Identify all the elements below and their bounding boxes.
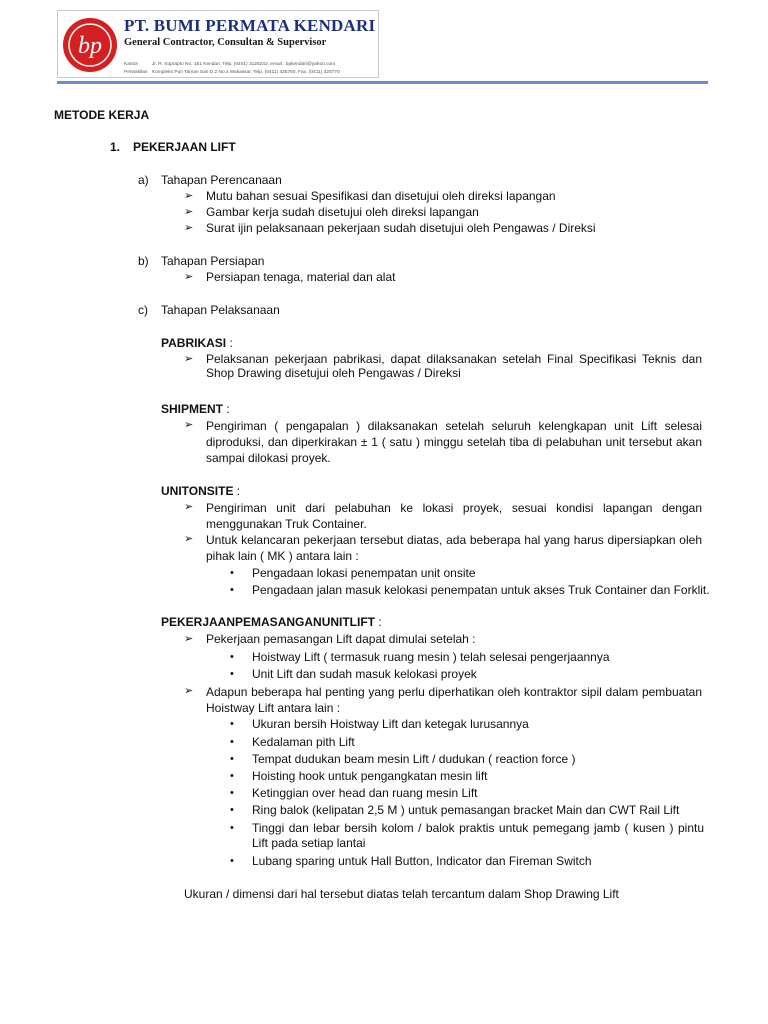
bullet-icon: • [230, 855, 234, 867]
arrow-icon: ➢ [184, 222, 194, 234]
list-item: Mutu bahan sesuai Spesifikasi dan disetujui oleh direksi lapangan [206, 189, 556, 203]
sub-list-item: Hoisting hook untuk pengangkatan mesin lift [252, 769, 488, 783]
company-name: PT. BUMI PERMATA KENDARI [124, 16, 376, 35]
arrow-icon: ➢ [184, 633, 194, 645]
bullet-icon: • [230, 668, 234, 680]
unitonsite-heading: UNITONSITE : [161, 484, 241, 498]
bullet-icon: • [230, 584, 234, 596]
shipment-heading: SHIPMENT : [161, 402, 230, 416]
list-item: Persiapan tenaga, material dan alat [206, 270, 396, 284]
sub-list-item: Kedalaman pith Lift [252, 735, 355, 749]
list-item: Surat ijin pelaksanaan pekerjaan sudah disetujui oleh Pengawas / Direksi [206, 221, 596, 235]
sub-list-item: Hoistway Lift ( termasuk ruang mesin ) telah selesai pengerjaannya [252, 650, 610, 664]
stage-b-marker: b) [138, 254, 149, 268]
company-tagline: General Contractor, Consultan & Supervisor [124, 37, 327, 48]
arrow-icon: ➢ [184, 353, 194, 365]
sub-list-item: Ring balok (kelipatan 2,5 M ) untuk pemasangan bracket Main dan CWT Rail Lift [252, 803, 680, 817]
list-item: Untuk kelancaran pekerjaan tersebut diatas, ada beberapa hal yang harus dipersiapkan oleh pihak lain ( MK ) antara lain : [206, 533, 702, 563]
bullet-icon: • [230, 822, 234, 834]
stage-b-title: Tahapan Persiapan [161, 254, 265, 268]
company-logo [62, 17, 118, 73]
bullet-icon: • [230, 567, 234, 579]
arrow-icon: ➢ [184, 685, 194, 697]
list-item: Pelaksanan pekerjaan pabrikasi, dapat dilaksanakan setelah Final Specifikasi Teknis dan Shop Drawing disetujui oleh Pengawas / Direksi [206, 352, 702, 380]
branch-address: Perwakilan Kompleks Puri Taman Sari D.2 No.4 Makassar, Telp. (0411) 425750, Fax. (0411) 425770 [124, 70, 340, 75]
pabrikasi-heading: PABRIKASI : [161, 336, 233, 350]
sub-list-item: Ukuran bersih Hoistway Lift dan ketegak lurusannya [252, 717, 529, 731]
list-item: Adapun beberapa hal penting yang perlu diperhatikan oleh kontraktor sipil dalam pembuatan Hoistway Lift antara lain : [206, 685, 702, 715]
arrow-icon: ➢ [184, 190, 194, 202]
bullet-icon: • [230, 787, 234, 799]
sub-list-item: Ketinggian over head dan ruang mesin Lift [252, 786, 478, 800]
arrow-icon: ➢ [184, 501, 194, 513]
bullet-icon: • [230, 770, 234, 782]
stage-c-title: Tahapan Pelaksanaan [161, 303, 280, 317]
list-item: Pengiriman ( pengapalan ) dilaksanakan setelah seluruh kelengkapan unit Lift selesai diproduksi, dan diperkirakan ± 1 ( satu ) minggu setelah tiba di pelabuhan unit tersebut akan sampai dilokasi proyek. [206, 419, 702, 465]
list-item: Pengiriman unit dari pelabuhan ke lokasi proyek, sesuai kondisi lapangan dengan menggunakan Truk Container. [206, 501, 702, 531]
bullet-icon: • [230, 736, 234, 748]
sub-list-item: Lubang sparing untuk Hall Button, Indicator dan Fireman Switch [252, 854, 592, 868]
header-rule [57, 81, 708, 84]
bullet-icon: • [230, 753, 234, 765]
arrow-icon: ➢ [184, 206, 194, 218]
sub-list-item: Tinggi dan lebar bersih kolom / balok praktis untuk pemegang jamb ( kusen ) pintu Lift pada setiap lantai [252, 821, 704, 850]
sub-list-item: Pengadaan jalan masuk kelokasi penempatan untuk akses Truk Container dan Forklit. [252, 583, 710, 597]
arrow-icon: ➢ [184, 419, 194, 431]
list-item: Gambar kerja sudah disetujui oleh direksi lapangan [206, 205, 479, 219]
letterhead [57, 10, 379, 78]
bullet-icon: • [230, 718, 234, 730]
svg-text:bp: bp [78, 33, 102, 59]
stage-a-marker: a) [138, 173, 149, 187]
stage-a-title: Tahapan Perencanaan [161, 173, 282, 187]
closing-note: Ukuran / dimensi dari hal tersebut diatas telah tercantum dalam Shop Drawing Lift [184, 887, 619, 901]
section-title: PEKERJAAN LIFT [133, 140, 236, 154]
page-title: METODE KERJA [54, 108, 150, 122]
sub-list-item: Pengadaan lokasi penempatan unit onsite [252, 566, 476, 580]
section-number: 1. [110, 140, 121, 154]
stage-c-marker: c) [138, 303, 148, 317]
sub-list-item: Unit Lift dan sudah masuk kelokasi proyek [252, 667, 477, 681]
office-address: Kantor Jl. R. Suprapto No. 151 Kendari, Telp. (0401) 3125242, email : bpkendari@yahoo.com [124, 62, 336, 67]
arrow-icon: ➢ [184, 533, 194, 545]
bullet-icon: • [230, 651, 234, 663]
bullet-icon: • [230, 804, 234, 816]
list-item: Pekerjaan pemasangan Lift dapat dimulai setelah : [206, 632, 476, 646]
sub-list-item: Tempat dudukan beam mesin Lift / dudukan ( reaction force ) [252, 752, 576, 766]
arrow-icon: ➢ [184, 271, 194, 283]
pemasangan-heading: PEKERJAANPEMASANGANUNITLIFT : [161, 615, 382, 629]
